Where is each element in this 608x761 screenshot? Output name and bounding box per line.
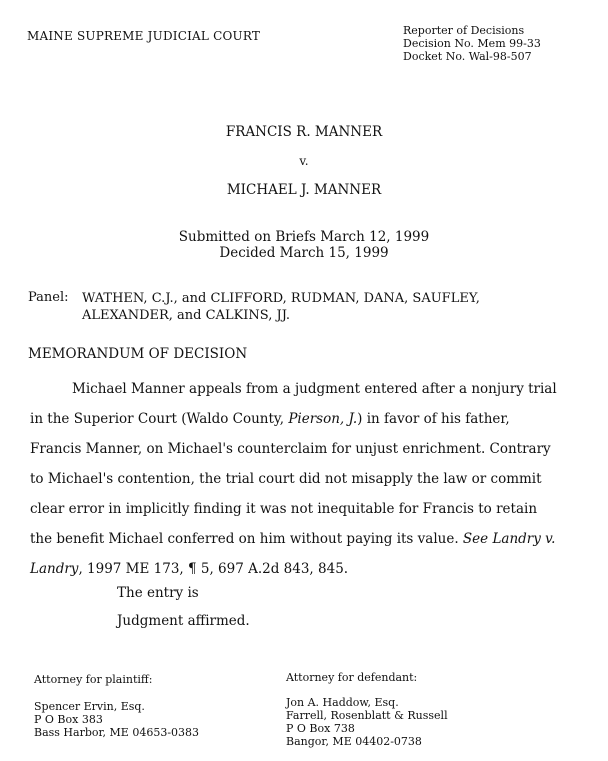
judgment-text: Judgment affirmed. [117,613,250,629]
body-line: in the Superior Court (Waldo County, Pierson, J.) in favor of his father, [30,411,510,427]
attorney-heading: Attorney for defendant: [286,671,418,684]
attorney-address: Bangor, ME 04402-0738 [286,735,422,748]
submitted-date: Submitted on Briefs March 12, 1999 [178,229,430,245]
panel-line: ALEXANDER, and CALKINS, JJ. [82,308,291,323]
case-citation: See Landry v. [462,531,556,547]
attorney-firm: Farrell, Rosenblatt & Russell [286,709,448,722]
attorney-address: P O Box 738 [286,722,355,735]
body-line: clear error in implicitly finding it was not inequitable for Francis to retain [30,501,538,517]
versus-label: v. [299,154,309,168]
body-line: Francis Manner, on Michael's counterclaim for unjust enrichment. Contrary [30,441,551,457]
reporter-block [403,24,541,63]
decided-date: Decided March 15, 1999 [219,245,389,261]
docket-number: Docket No. Wal-98-507 [403,50,532,63]
panel-line: WATHEN, C.J., and CLIFFORD, RUDMAN, DANA, SAUFLEY, [82,291,480,306]
defendant-attorney-block [286,671,448,748]
case-citation: Landry [30,561,79,577]
memorandum-title: MEMORANDUM OF DECISION [28,346,248,362]
attorney-address: P O Box 383 [34,713,103,726]
decision-body [30,374,560,584]
decision-number: Decision No. Mem 99-33 [403,37,541,50]
body-line: to Michael's contention, the trial court did not misapply the law or commit [30,471,542,487]
body-line: the benefit Michael conferred on him without paying its value. See Landry v. [30,531,556,547]
panel-label: Panel: [28,290,69,305]
reporter-title: Reporter of Decisions [403,24,525,37]
body-line: Landry, 1997 ME 173, ¶ 5, 697 A.2d 843, 845. [30,561,349,577]
plaintiff-attorney-block [34,673,199,739]
plaintiff-name: FRANCIS R. MANNER [225,124,383,140]
attorney-name: Spencer Ervin, Esq. [34,700,145,713]
panel-justices [82,290,480,324]
attorney-name: Jon A. Haddow, Esq. [286,696,399,709]
entry-label: The entry is [117,585,199,601]
attorney-heading: Attorney for plaintiff: [34,673,153,686]
attorney-address: Bass Harbor, ME 04653-0383 [34,726,200,739]
defendant-name: MICHAEL J. MANNER [226,182,382,198]
court-name: MAINE SUPREME JUDICIAL COURT [27,29,261,43]
judge-name: Pierson, J. [288,411,358,427]
body-line: Michael Manner appeals from a judgment entered after a nonjury trial [72,381,557,397]
